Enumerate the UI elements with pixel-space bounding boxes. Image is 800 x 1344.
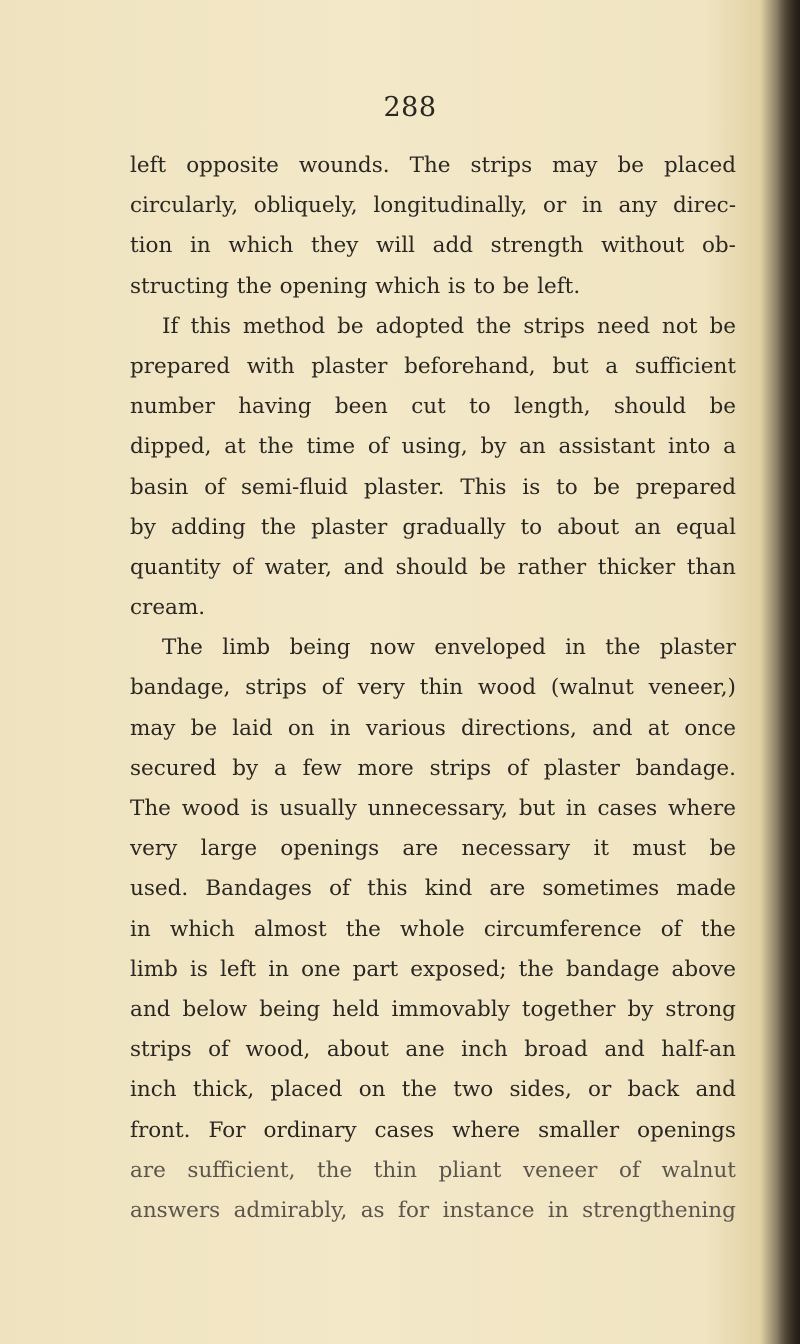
word: strips (245, 675, 307, 701)
word: not (662, 313, 698, 339)
word: be (709, 313, 736, 339)
word: opposite (186, 153, 279, 178)
word: few (302, 755, 342, 781)
text-line (130, 869, 736, 909)
word: having (238, 394, 312, 420)
word: For (208, 1117, 246, 1143)
word: beforehand, (404, 353, 536, 379)
word: being (259, 996, 321, 1022)
word: sufficient, (187, 1157, 296, 1183)
word: thin (373, 1157, 417, 1183)
word: by (627, 996, 654, 1022)
word: Bandages (205, 876, 312, 902)
word: they (310, 233, 359, 259)
word: been (334, 394, 388, 420)
word: in (189, 233, 211, 259)
word: more (357, 755, 414, 781)
word: rather (517, 554, 587, 580)
word: ordinary (263, 1117, 357, 1143)
word: may (552, 153, 598, 178)
word: veneer,) (648, 675, 736, 701)
text-line (130, 829, 736, 869)
word: thin (419, 675, 464, 701)
word: now (369, 635, 415, 661)
text-line (130, 548, 736, 588)
word: or (543, 193, 567, 219)
text-line (130, 186, 736, 226)
word: openings (637, 1117, 736, 1143)
word: one (301, 956, 341, 982)
word: The (130, 796, 171, 821)
word: the (700, 916, 736, 942)
text-line (130, 628, 736, 668)
text-line (130, 347, 736, 387)
text-line (130, 588, 736, 628)
word: opening (279, 273, 368, 299)
word: the (401, 1077, 437, 1103)
text-line (130, 1070, 736, 1110)
word: in (329, 715, 351, 741)
word: strong (665, 996, 736, 1022)
word: in (582, 193, 603, 219)
word: time (306, 434, 356, 460)
word: thicker (597, 554, 676, 580)
body-text (130, 146, 736, 1231)
page-number: 288 (383, 92, 437, 123)
word: smaller (538, 1117, 620, 1143)
word: be (337, 313, 364, 339)
word: be (502, 273, 530, 299)
word: for (398, 1197, 430, 1223)
word: are (402, 836, 439, 862)
word: than (686, 554, 736, 580)
word: enveloped (434, 635, 546, 661)
word: about (557, 514, 620, 540)
word: and (343, 554, 384, 580)
word: and (592, 715, 633, 741)
word: together (521, 996, 616, 1022)
word: the (345, 916, 381, 942)
word: of (321, 675, 343, 701)
word: usually (279, 796, 357, 821)
word: may (130, 715, 176, 741)
page-edge-shadow (778, 0, 800, 1344)
word: of (208, 1037, 229, 1063)
word: plaster (311, 353, 388, 379)
word: strips (130, 1037, 192, 1063)
word: unnecessary, (367, 796, 508, 821)
word: cream. (130, 595, 206, 621)
word: circularly, (130, 193, 239, 219)
word: the (476, 313, 512, 339)
word: the (316, 1157, 353, 1183)
word: inch (130, 1077, 177, 1103)
word: placed (663, 153, 736, 178)
word: but (518, 796, 556, 821)
word: inch (461, 1037, 508, 1063)
word: number (130, 394, 215, 420)
word: instance (442, 1197, 535, 1223)
word: dipped, (130, 434, 212, 460)
word: basin (130, 474, 189, 500)
word: plaster (543, 755, 620, 781)
word: longitudinally, (373, 193, 528, 219)
word: about (326, 1037, 389, 1063)
word: above (671, 956, 736, 982)
word: limb (222, 635, 271, 661)
word: laid (232, 715, 273, 741)
word: should (395, 554, 468, 580)
word: various (365, 715, 446, 741)
word: strips (523, 313, 585, 339)
word: of (619, 1157, 640, 1183)
word: by (232, 755, 259, 781)
word: wood (477, 675, 536, 701)
word: and (130, 996, 171, 1022)
word: almost (253, 916, 327, 942)
word: strips (470, 153, 533, 178)
word: be (479, 554, 506, 580)
word: quantity (130, 554, 221, 580)
word: tion (130, 233, 173, 259)
text-line (130, 1151, 736, 1191)
word: to (469, 394, 491, 420)
word: equal (675, 514, 736, 540)
word: be (617, 153, 644, 178)
word: are (489, 876, 526, 902)
word: direc- (673, 193, 736, 219)
word: kind (424, 876, 473, 902)
word: wounds. (298, 153, 390, 178)
word: cut (411, 394, 446, 420)
word: part (352, 956, 399, 982)
word: prepared (130, 353, 231, 379)
word: strengthening (582, 1197, 736, 1223)
word: wood (181, 796, 240, 821)
word: of (660, 916, 682, 942)
word: prepared (635, 474, 736, 500)
text-line (130, 709, 736, 749)
word: it (593, 836, 609, 862)
text-line (130, 1030, 736, 1070)
word: sufficient (634, 353, 736, 379)
word: where (452, 1117, 521, 1143)
word: very (130, 836, 178, 862)
word: at (224, 434, 246, 460)
word: front. (130, 1117, 191, 1143)
text-line (130, 387, 736, 427)
word: necessary (461, 836, 571, 862)
word: is (189, 956, 208, 982)
word: in (565, 635, 586, 661)
word: secured (130, 755, 217, 781)
word: openings (280, 836, 380, 862)
text-line (130, 508, 736, 548)
word: plaster (311, 514, 388, 540)
word: should (613, 394, 687, 420)
word: which (375, 273, 441, 299)
word: the (258, 434, 294, 460)
word: of (367, 434, 389, 460)
word: will (375, 233, 416, 259)
word: be (593, 474, 621, 500)
word: large (200, 836, 258, 862)
word: made (676, 876, 736, 902)
word: half-an (661, 1037, 736, 1063)
word: walnut (661, 1157, 736, 1183)
word: being (289, 635, 351, 661)
word: left. (537, 273, 581, 299)
word: The (409, 153, 451, 178)
word: gradually (402, 514, 506, 540)
word: answers (130, 1197, 221, 1223)
word: circumference (483, 916, 642, 942)
word: strength (490, 233, 584, 259)
word: is (522, 474, 541, 500)
word: but (552, 353, 589, 379)
word: on (287, 715, 315, 741)
word: left (219, 956, 257, 982)
word: ob- (701, 233, 736, 259)
word: in (268, 956, 289, 982)
word: are (130, 1157, 166, 1183)
text-line (130, 267, 736, 307)
word: broad (524, 1037, 588, 1063)
text-line (130, 468, 736, 508)
word: this (367, 876, 408, 902)
word: length, (514, 394, 591, 420)
word: any (618, 193, 658, 219)
text-line (130, 1111, 736, 1151)
word: is (447, 273, 466, 299)
text-line (130, 749, 736, 789)
word: wood, (245, 1037, 311, 1063)
word: of (232, 554, 254, 580)
word: below (182, 996, 248, 1022)
word: to (520, 514, 543, 540)
word: into (668, 434, 711, 460)
word: adding (170, 514, 246, 540)
word: in (565, 796, 587, 821)
text-line (130, 226, 736, 266)
word: pliant (438, 1157, 502, 1183)
word: semi-fluid (240, 474, 349, 500)
word: be (190, 715, 218, 741)
word: be (709, 394, 736, 420)
word: in (547, 1197, 569, 1223)
word: cases (597, 796, 658, 821)
word: left (130, 153, 167, 178)
word: which (228, 233, 294, 259)
word: This (460, 474, 507, 500)
text-line (130, 668, 736, 708)
word: bandage (565, 956, 660, 982)
word: and (695, 1077, 736, 1103)
word: or (588, 1077, 612, 1103)
word: structing (130, 273, 229, 299)
word: cases (374, 1117, 435, 1143)
word: placed (270, 1077, 343, 1103)
text-line (130, 950, 736, 990)
word: with (246, 353, 295, 379)
word: method (242, 313, 326, 339)
word: an (519, 434, 546, 460)
word: ane (405, 1037, 445, 1063)
word: whole (399, 916, 465, 942)
word: to (473, 273, 496, 299)
text-line (130, 910, 736, 950)
word: water, (264, 554, 332, 580)
text-line (130, 146, 736, 186)
word: obliquely, (253, 193, 358, 219)
word: of (329, 876, 350, 902)
word: once (684, 715, 736, 741)
word: sides, (509, 1077, 572, 1103)
word: the (518, 956, 554, 982)
word: immovably (391, 996, 510, 1022)
word: If (162, 313, 179, 339)
word: a (723, 434, 736, 460)
word: two (453, 1077, 494, 1103)
word: by (130, 514, 156, 540)
word: in (130, 916, 151, 942)
word: (walnut (550, 675, 634, 701)
word: The (162, 635, 203, 661)
word: strips (429, 755, 492, 781)
word: which (169, 916, 235, 942)
word: veneer (522, 1157, 598, 1183)
word: on (358, 1077, 386, 1103)
word: as (360, 1197, 385, 1223)
word: plaster. (363, 474, 445, 500)
word: sometimes (542, 876, 660, 902)
word: plaster (659, 635, 736, 661)
word: admirably, (233, 1197, 348, 1223)
word: the (260, 514, 297, 540)
word: must (632, 836, 687, 862)
word: very (357, 675, 405, 701)
word: limb (130, 956, 178, 982)
word: bandage. (635, 755, 736, 781)
text-line (130, 990, 736, 1030)
word: held (332, 996, 380, 1022)
text-line (130, 1191, 736, 1231)
word: bandage, (130, 675, 231, 701)
word: need (596, 313, 650, 339)
word: adopted (375, 313, 465, 339)
word: exposed; (410, 956, 507, 982)
word: is (250, 796, 269, 821)
word: thick, (192, 1077, 255, 1103)
word: using, (401, 434, 468, 460)
word: the (236, 273, 272, 299)
word: where (667, 796, 736, 821)
word: back (627, 1077, 680, 1103)
word: to (556, 474, 578, 500)
word: assistant (558, 434, 656, 460)
word: add (432, 233, 474, 259)
word: a (273, 755, 287, 781)
word: by (480, 434, 507, 460)
word: be (709, 836, 736, 862)
word: this (190, 313, 231, 339)
word: and (604, 1037, 645, 1063)
text-line (130, 307, 736, 347)
word: an (634, 514, 661, 540)
word: of (507, 755, 528, 781)
text-line (130, 427, 736, 467)
word: directions, (461, 715, 577, 741)
word: at (647, 715, 670, 741)
word: used. (130, 876, 189, 902)
word: a (605, 353, 619, 379)
word: the (605, 635, 641, 661)
text-line (130, 789, 736, 829)
word: of (204, 474, 226, 500)
word: without (601, 233, 685, 259)
